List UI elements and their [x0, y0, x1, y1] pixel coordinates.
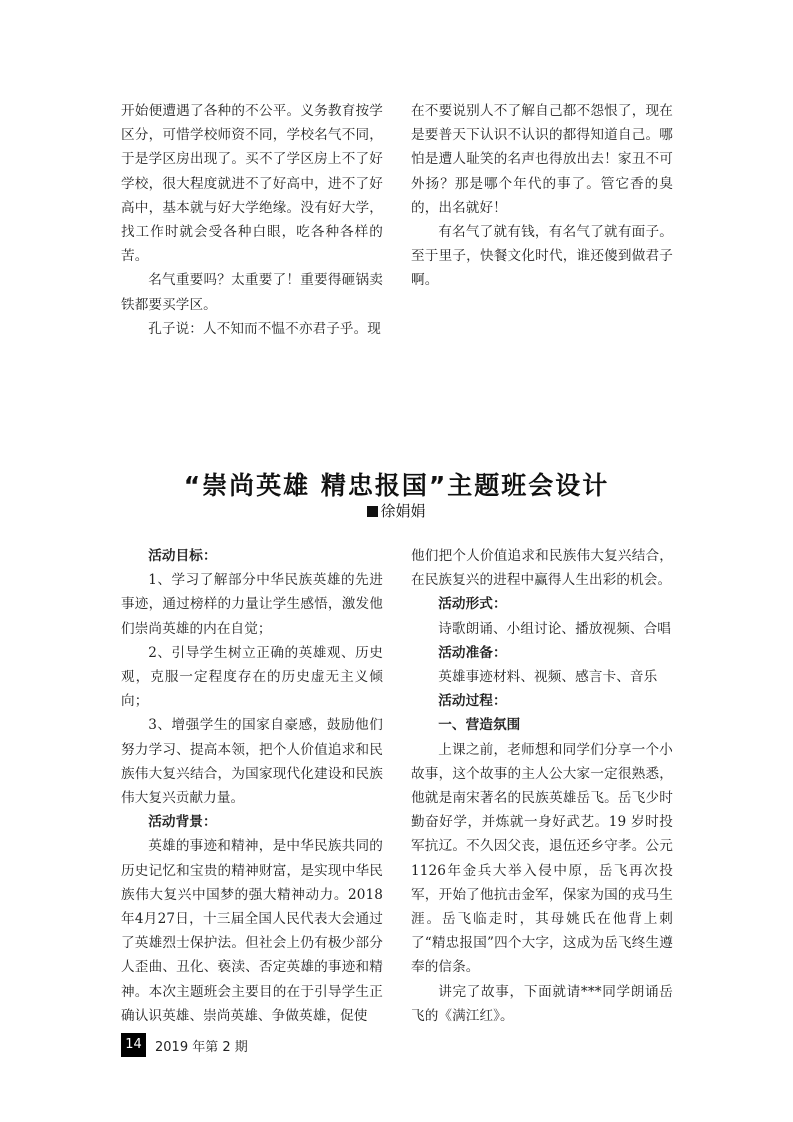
- paragraph: 英雄事迹材料、视频、感言卡、音乐: [438, 669, 658, 686]
- paragraph: 有名气了就有钱，有名气了就有面子。至于里子，快餐文化时代，谁还傻到做君子啊。: [411, 224, 673, 289]
- paragraph: 名气重要吗？太重要了！重要得砸锅卖铁都要买学区。: [121, 272, 383, 313]
- paragraph: 1、学习了解部分中华民族英雄的先进事迹，通过榜样的力量让学生感悟，激发他们崇尚英雄的内在自觉；: [121, 572, 383, 637]
- issue-label: 2019 年第 2 期: [155, 1039, 248, 1055]
- paragraph: 在不要说别人不了解自己都不怨恨了，现在是要普天下认识不认识的都得知道自己。哪怕是遭人耻笑的名声也得放出去！家丑不可外扬？那是哪个年代的事了。管它香的臭的，出名就好！: [411, 103, 673, 216]
- paragraph: 开始便遭遇了各种的不公平。义务教育按学区分，可惜学校师资不同，学校名气不同，于是学区房出现了。买不了学区房上不了好学校，很大程度就进不了好高中，进不了好高中，基本就与好大学绝缘。没有好大学，找工作时就会受各种白眼，吃各种各样的苦。: [121, 103, 383, 265]
- paragraph: 上课之前，老师想和同学们分享一个小故事，这个故事的主人公大家一定很熟悉，他就是南宋著名的民族英雄岳飞。岳飞少时勤奋好学，并炼就一身好武艺。19 岁时投军抗辽。不久因父丧，退伍还乡守孝。公元1126年金兵大举入侵中原，岳飞再次投军，开始了他抗击金军，保家为国的戎马生涯。岳飞临走时，其母姚氏在他背上刺了“精忠报国”四个大字，这成为岳飞终生遵奉的信条。: [411, 741, 673, 976]
- paragraph: 孔子说：人不知而不愠不亦君子乎。现: [148, 320, 381, 337]
- paragraph: 讲完了故事，下面就请***同学朗诵岳飞的《满江红》。: [411, 983, 673, 1024]
- page-footer: [121, 1033, 248, 1057]
- prev-article-left-column: [121, 99, 383, 341]
- article-left-column: [121, 544, 383, 1028]
- article-right-column: [411, 544, 673, 1028]
- section-heading: 一、营造氛围: [438, 717, 521, 734]
- section-heading: 活动形式：: [438, 596, 507, 613]
- prev-article-right-column: [411, 99, 673, 293]
- author-marker-square-icon: [367, 506, 378, 517]
- section-heading: 活动过程：: [438, 693, 507, 710]
- article-author: [0, 500, 793, 521]
- paragraph-continued: 他们把个人价值追求和民族伟大复兴结合，在民族复兴的进程中赢得人生出彩的机会。: [411, 548, 673, 589]
- author-name: 徐娟娟: [380, 502, 426, 520]
- section-heading: 活动背景：: [148, 814, 217, 831]
- paragraph: 诗歌朗诵、小组讨论、播放视频、合唱: [438, 620, 671, 637]
- paragraph: 2、引导学生树立正确的英雄观、历史观，克服一定程度存在的历史虚无主义倾向；: [121, 644, 383, 710]
- paragraph: 3、增强学生的国家自豪感，鼓励他们努力学习、提高本领，把个人价值追求和民族伟大复兴结合，为国家现代化建设和民族伟大复兴贡献力量。: [121, 717, 383, 807]
- section-heading: 活动准备：: [438, 644, 507, 661]
- section-heading: 活动目标：: [148, 548, 217, 564]
- page-number: 14: [121, 1033, 146, 1057]
- paragraph: 英雄的事迹和精神，是中华民族共同的历史记忆和宝贵的精神财富，是实现中华民族伟大复兴中国梦的强大精神动力。2018年4月27日，十三届全国人民代表大会通过了英雄烈士保护法。但社会上仍有极少部分人歪曲、丑化、亵渎、否定英雄的事迹和精神。本次主题班会主要目的在于引导学生正确认识英雄、崇尚英雄、争做英雄，促使: [121, 838, 383, 1024]
- article-title: “崇尚英雄 精忠报国”主题班会设计: [183, 471, 610, 500]
